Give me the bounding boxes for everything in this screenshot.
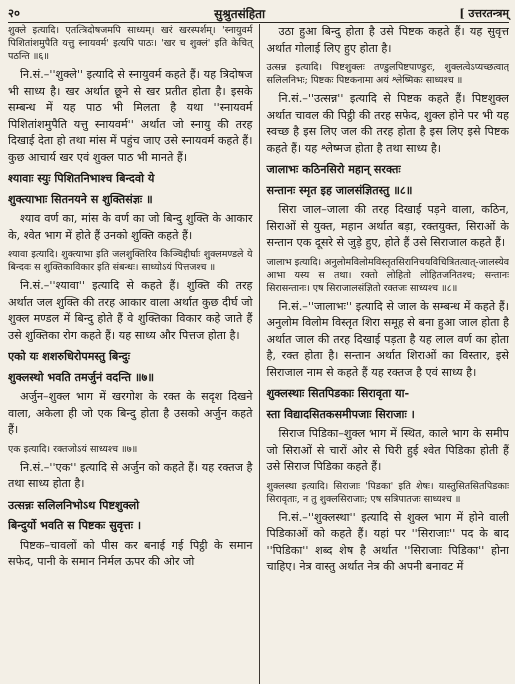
verse-line: शुक्लस्थाः सितपिडकाः सिरावृता या- [266,386,410,400]
hindi-paragraph: नि.सं.–''शुक्ले'' इत्यादि से स्नायुवर्म कहते हैं। यह त्रिदोषज भी साध्य है। खर अर्थात छूने से खर प्रतीत होता है। इसके सम्बन्ध में यह पाठ भी मिलता है यथा ''स्नायवर्म पिशितांशमुपैति यत्तु स्नायवर्म'' अर्थात जो स्नायु की तरह दिखाई देता हो तथा मांस में पहुंच जाए उसे स्नायवर्म कहते हैं। कुछ आचार्य खर एवं शुक्ल पाठ भी मानते हैं। [8,68,253,164]
hindi-paragraph: सिरा जाल–जाला की तरह दिखाई पड़ने वाला, कठिन, सिराओं से युक्त, महान अर्थात बड़ा, रक्तयुक्त, सिराओं के सन्तान एक दूसरे से जुड़े हुए, होते हैं उसे सिराजाल कहते हैं। [266,203,509,249]
commentary-paragraph: जालाभ इत्यादि। अनुलोमविलोमविस्तृतसिरानिचयविचित्रितत्वात्-जालस्येव आभा यस्य स तथा। रक्तो लोहितो लोहितजनितश्च; सन्तानः सिरासन्तानः। एष सिराजालसंज्ञितो रक्तजः साध्यश्च ॥८॥ [266,256,509,294]
hindi-paragraph: नि.सं.–''शुक्लस्था'' इत्यादि से शुक्ल भाग में होने वाली पिडिकाओं को कहते हैं। यहां पर ''सिराजाः'' पद के बाद ''पिडिका'' शब्द शेष है अर्थात ''सिराजाः पिडिका'' होना चाहिए। नेत्र वास्तु अर्थात नेत्र की अपनी बनावट में [266,510,509,573]
hindi-paragraph: नि.सं.–''एक'' इत्यादि से अर्जुन को कहते हैं। यह रक्तज है तथा साध्य होता है। [8,460,253,490]
hindi-paragraph: पिष्टक–चावलों को पीस कर बनाई गई पिट्ठी के समान सफेद, पानी के समान निर्मल ऊपर की ओर जो [8,538,253,568]
page-number: २० [8,5,20,20]
hindi-paragraph: श्याव वर्ण का, मांस के वर्ण का जो बिन्दु शुक्ति के आकार के, श्वेत भाग में होते हैं उनको शुक्ति कहते हैं। [8,212,253,242]
hindi-paragraph: अर्जुन–शुक्ल भाग में खरगोश के रक्त के सदृश दिखने वाला, अकेला ही जो एक बिन्दु होता है उसको अर्जुन कहते हैं। [8,390,253,436]
section-title: [ उत्तरतन्त्रम् [459,6,509,20]
verse-line: स्ता विद्यादसितकसमीपजाः सिराजाः । [266,406,415,421]
commentary-paragraph: एक इत्यादि। रक्तजोऽयं साध्यश्च ॥७॥ [8,443,138,455]
commentary-paragraph: शुक्ले इत्यादि। एतत्त्रिदोषजमपि साध्यम्। खरं खरस्पर्शम्। 'स्नायुवर्म पिशितांशमुपैति यत्तु स्नायवर्म' इत्यपि पाठः। 'खर च शुक्लं' इति केचित् पठन्ति ॥६॥ [8,25,253,62]
verse-line: श्यावाः स्युः पिशितनिभाश्च बिन्दवो ये [8,171,155,185]
commentary-paragraph: शुक्लस्था इत्यादि। सिराजाः 'पिडका' इति शेषः। यास्तुसितसितपिडकाः सिरावृताः, न तु शुक्लसिराजाः; एष सत्रिपातजः साध्यश्च ॥ [266,480,509,505]
commentary-paragraph: श्यावा इत्यादि। शुक्त्याभा इति जलशुक्तिरिव किञ्चिद्दीर्घाः शुक्लमण्डले ये बिन्दवः स शुक्तिकाविकार इति संबन्धः। साध्योऽयं पित्तजश्च ॥ [8,249,253,273]
left-column [8,24,259,684]
verse-line: एको यः शशरुधिरोपमस्तु बिन्दुः [8,349,130,363]
commentary-paragraph: उत्सन्न इत्यादि। पिष्टशुक्लः तण्डुलपिष्टपाण्डुरः, शुक्लत्वेऽप्यच्छत्वात् सलिलनिभः; पिष्टकः पिष्टकनामा अयं श्लेष्मिकः साध्यश्च ॥ [266,62,509,86]
verse-line: जालाभः कठिनसिरो महान् सरक्तः [266,162,401,176]
hindi-paragraph: नि.सं.–''उत्सन्न'' इत्यादि से पिष्टक कहते हैं। पिष्टशुक्ल अर्थात चावल की पिट्ठी की तरह सफेद, शुक्ल होने पर भी यह स्वच्छ है इस लिए जल की तरह होता है इस लिए इसे पिष्टक कहते हैं। यह श्लेष्मज होता है तथा साध्य है। [266,92,509,155]
verse-line: उत्सन्नः सलिलनिभोऽथ पिष्टशुक्लो [8,497,140,512]
hindi-paragraph: उठा हुआ बिन्दु होता है उसे पिष्टक कहते हैं। यह सुवृत्त अर्थात गोलाई लिए हुए होता है। [266,25,509,55]
book-title: सुश्रुतसंहिता [214,6,266,21]
text-columns [8,24,509,684]
verse-line: शुक्लस्थो भवति तमर्जुनं वदन्ति ॥७॥ [8,369,155,384]
hindi-paragraph: नि.सं.–''जालाभः'' इत्यादि से जाल के सम्बन्ध में कहते हैं। अनुलोम विलोम विस्तृत शिरा समूह से बना हुआ जाल होता है अर्थात जाल की तरह दिखाई पड़ता है यह लाल वर्ण का होता है, रक्त होता है। सन्तान अर्थात शिराओं का विस्तार, इसे सिराजाल नाम से कहते हैं यह रक्तज है एवं साध्य है। [266,299,509,379]
hindi-paragraph: सिराज पिडिका–शुक्ल भाग में स्थित, काले भाग के समीप जो सिराओं से चारों ओर से घिरी हुई श्वेत पिडिका होती हैं उसे सिराज पिडिका कहते हैं। [266,427,509,473]
verse-line: सन्तानः स्मृत इह जालसंज्ञितस्तु ॥८॥ [266,182,413,197]
page-header [8,4,509,23]
verse-line: शुक्त्याभाः सितनयने स शुक्तिसंज्ञः ॥ [8,191,153,206]
right-column [259,24,510,684]
verse-line: बिन्दुर्यो भवति स पिष्टकः सुवृत्तः । [8,518,142,532]
hindi-paragraph: नि.सं.–''श्यावा'' इत्यादि से कहते हैं। शुक्ति की तरह अर्थात जल शुक्ति की तरह आकार वाला अर्थात कुछ दीर्घ जो शुक्ल मण्डल में बिन्दु होते हैं वे शुक्तिका विकार कहे जाते हैं उसे शुक्तिका रोग कहते हैं। यह साध्य और पित्तज होता है। [8,279,253,342]
